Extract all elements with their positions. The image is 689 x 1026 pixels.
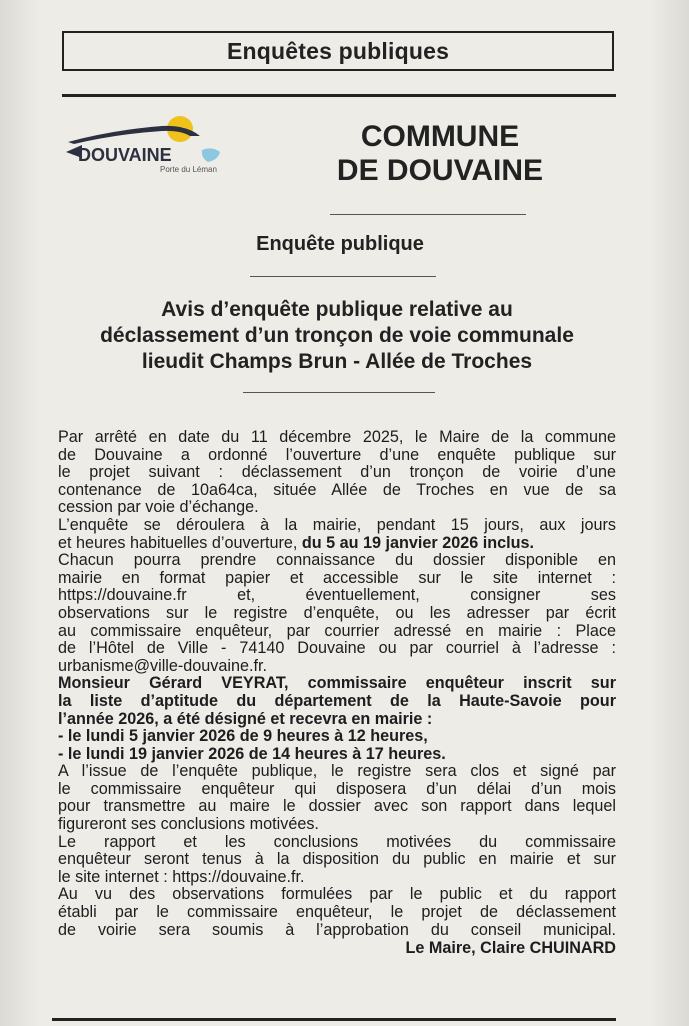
top-rule bbox=[62, 94, 616, 97]
body-line: Au vu des observations formulées par le public et du rapport bbox=[58, 886, 616, 904]
body-line: enquêteur seront tenus à la disposition du public en mairie et sur bbox=[58, 851, 616, 869]
notice-title bbox=[52, 297, 622, 375]
body-line: cession par voie d’échange. bbox=[58, 499, 259, 517]
body-line: de l’Hôtel de Ville - 74140 Douvaine ou par courriel à l’adresse : bbox=[58, 640, 616, 658]
notice-heading: Enquête publique bbox=[256, 233, 424, 255]
commune-title bbox=[300, 120, 580, 188]
divider-1 bbox=[330, 214, 526, 215]
body-line: - le lundi 5 janvier 2026 de 9 heures à 12 heures, bbox=[58, 728, 428, 746]
svg-text:Porte du Léman: Porte du Léman bbox=[160, 165, 217, 174]
body-line: établi par le commissaire enquêteur, le projet de déclassement bbox=[58, 904, 616, 922]
notice-body bbox=[58, 429, 616, 958]
body-line: de voirie sera soumis à l’approbation du conseil municipal. bbox=[58, 921, 616, 939]
body-line: Monsieur Gérard VEYRAT, commissaire enquêteur inscrit sur bbox=[58, 675, 616, 693]
body-line bbox=[58, 535, 616, 553]
body-line: la liste d’aptitude du département de la Haute-Savoie pour bbox=[58, 692, 616, 710]
bottom-rule bbox=[52, 1018, 616, 1021]
notice-title-line: déclassement d’un tronçon de voie communale bbox=[100, 324, 574, 347]
signature: Le Maire, Claire CHUINARD bbox=[405, 939, 616, 958]
body-line: le commissaire enquêteur qui disposera d’un délai d’un mois bbox=[58, 780, 616, 798]
right-page-bleed bbox=[649, 0, 689, 1026]
body-line: observations sur le registre d’enquête, ou les adresser par écrit bbox=[58, 604, 616, 622]
body-line: de Douvaine a ordonné l’ouverture d’une enquête publique sur bbox=[58, 446, 616, 464]
body-line: au commissaire enquêteur, par courrier adressé en mairie : Place bbox=[58, 622, 616, 640]
body-line: figureront ses conclusions motivées. bbox=[58, 816, 319, 834]
body-line: urbanisme@ville-douvaine.fr. bbox=[58, 657, 267, 675]
body-line: pour transmettre au maire le dossier avec son rapport dans lequel bbox=[58, 798, 616, 816]
section-header: Enquêtes publiques bbox=[62, 31, 614, 71]
commune-title-line2: DE DOUVAINE bbox=[336, 154, 544, 187]
divider-2 bbox=[250, 276, 436, 277]
body-line: mairie en format papier et accessible sur le site internet : bbox=[58, 569, 616, 587]
body-line: Le rapport et les conclusions motivées du commissaire bbox=[58, 833, 616, 851]
body-line-part: et heures habituelles d’ouverture, bbox=[58, 534, 298, 552]
body-line: L’enquête se déroulera à la mairie, pendant 15 jours, aux jours bbox=[58, 516, 616, 534]
notice-title-line: Avis d’enquête publique relative au bbox=[161, 298, 513, 321]
inquiry-dates: du 5 au 19 janvier 2026 inclus. bbox=[301, 534, 535, 552]
svg-text:DOUVAINE: DOUVAINE bbox=[78, 145, 172, 165]
douvaine-logo bbox=[62, 112, 232, 176]
body-line: Par arrêté en date du 11 décembre 2025, le Maire de la commune bbox=[58, 429, 616, 446]
body-line: - le lundi 19 janvier 2026 de 14 heures à 17 heures. bbox=[58, 745, 446, 763]
body-line: l’année 2026, a été désigné et recevra en mairie : bbox=[58, 710, 433, 728]
body-line: contenance de 10a64ca, située Allée de Troches en vue de sa bbox=[58, 481, 616, 499]
divider-3 bbox=[243, 392, 435, 393]
body-line: https://douvaine.fr et, éventuellement, consigner ses bbox=[58, 587, 616, 605]
left-page-bleed bbox=[0, 0, 40, 1026]
body-line: A l’issue de l’enquête publique, le registre sera clos et signé par bbox=[58, 763, 616, 781]
body-line: Chacun pourra prendre connaissance du dossier disponible en bbox=[58, 552, 616, 570]
notice-title-line: lieudit Champs Brun - Allée de Troches bbox=[141, 350, 533, 373]
body-line: le projet suivant : déclassement d’un tronçon de voirie d’une bbox=[58, 464, 616, 482]
body-line: le site internet : https://douvaine.fr. bbox=[58, 868, 305, 886]
commune-title-line1: COMMUNE bbox=[360, 120, 520, 153]
